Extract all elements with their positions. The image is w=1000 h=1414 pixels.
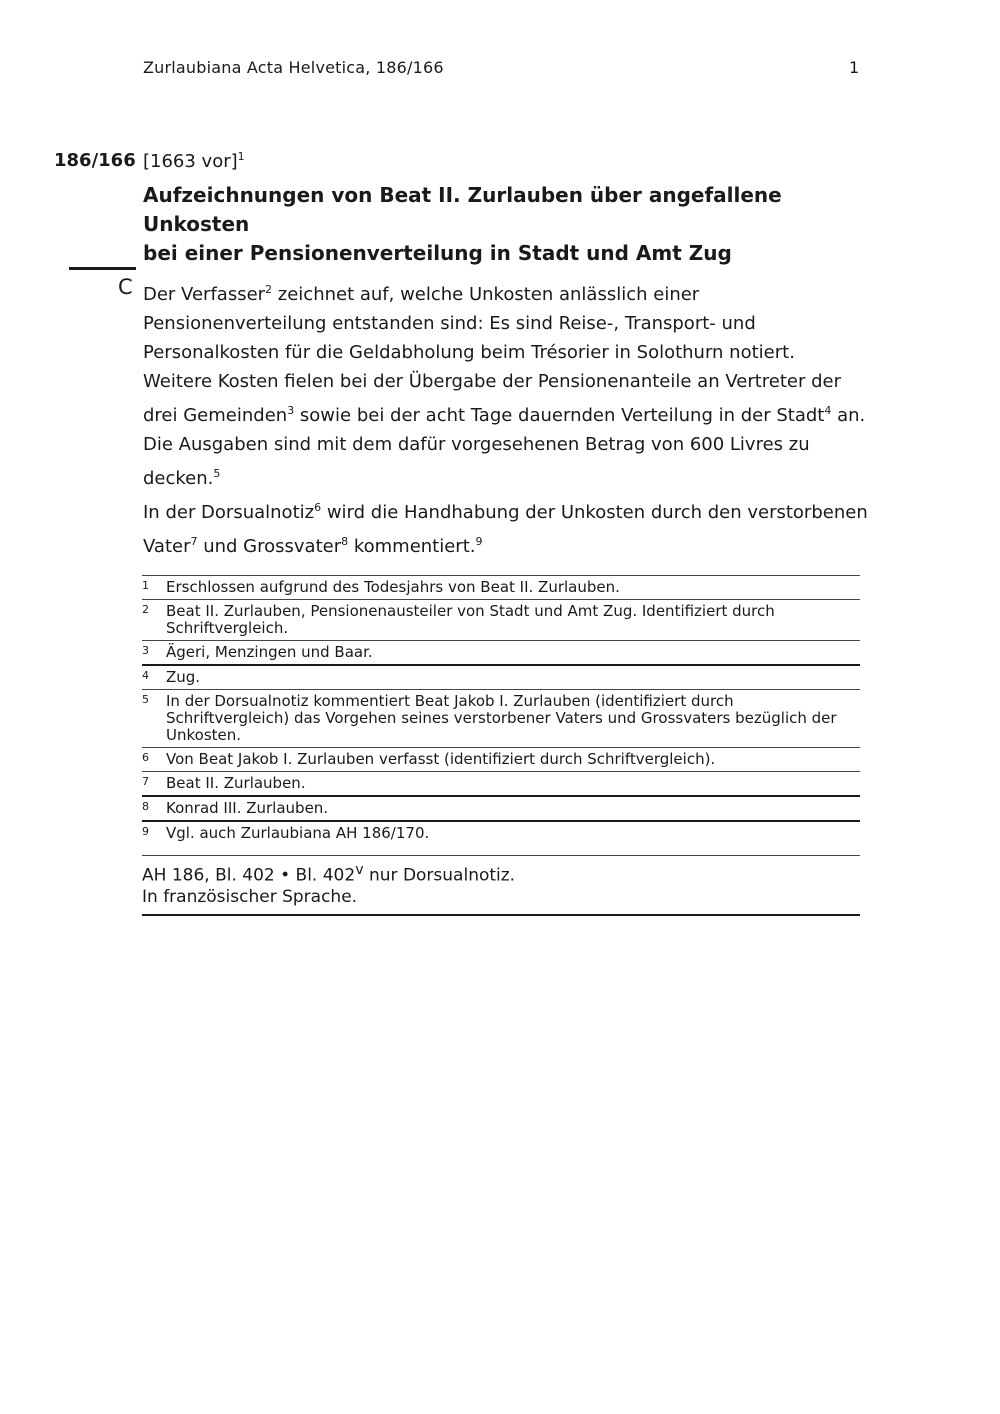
text-span: nur Dorsualnotiz.	[363, 865, 516, 886]
source-note	[142, 855, 860, 916]
text-span: an. Die Ausgaben sind mit dem dafür vorgesehenen Betrag von 600 Livres zu decken.	[143, 405, 866, 489]
footnote-ref-6[interactable]: 6	[314, 501, 322, 514]
footnote-number: 6	[142, 751, 149, 764]
running-title: Zurlaubiana Acta Helvetica, 186/166	[143, 58, 444, 77]
text-span: wird die Handhabung der Unkosten durch den verstorbenen Vater	[143, 502, 868, 557]
footnote-ref-8[interactable]: 8	[341, 535, 349, 548]
footnote-7	[142, 771, 860, 795]
footnote-text: Ägeri, Menzingen und Baar.	[166, 643, 373, 661]
footnote-ref-7[interactable]: 7	[190, 535, 198, 548]
margin-letter: C	[118, 275, 133, 299]
margin-rule	[69, 267, 136, 270]
footnote-ref-5[interactable]: 5	[213, 467, 221, 480]
text-span: AH 186, Bl. 402 • Bl. 402	[142, 865, 356, 886]
document-title	[143, 181, 873, 268]
footnote-number: 5	[142, 693, 149, 706]
footnote-number: 8	[142, 800, 149, 813]
text-span: zeichnet auf, welche Unkosten anlässlich einer Pensionenverteilung entstanden sind: Es sind Reise-, Transport- und Personalkosten für die Geldabholung beim Trésorier in Solothurn notiert. Weitere Kosten fielen bei der Übergabe der Pensionenanteile an Vertreter der drei Gemeinden	[143, 284, 842, 426]
document-date	[143, 150, 245, 172]
footnote-5	[142, 689, 860, 747]
footnote-text: Vgl. auch Zurlaubiana AH 186/170.	[166, 824, 430, 842]
text-span: und Grossvater	[197, 536, 342, 557]
text-span: sowie bei der acht Tage dauernden Verteilung in der Stadt	[294, 405, 825, 426]
footnote-text: Von Beat Jakob I. Zurlauben verfasst (identifiziert durch Schriftvergleich).	[166, 750, 716, 768]
footnote-text: Erschlossen aufgrund des Todesjahrs von Beat II. Zurlauben.	[166, 578, 620, 596]
footnote-text: Konrad III. Zurlauben.	[166, 799, 329, 817]
document-number: 186/166	[54, 150, 136, 171]
summary-text	[143, 275, 868, 561]
source-line-2: In französischer Sprache.	[142, 886, 358, 907]
footnote-number: 1	[142, 579, 149, 592]
footnote-text: Beat II. Zurlauben, Pensionenausteiler von Stadt und Amt Zug. Identifiziert durch Schriftvergleich.	[166, 602, 775, 637]
footnote-number: 2	[142, 603, 149, 616]
footnote-text: In der Dorsualnotiz kommentiert Beat Jakob I. Zurlauben (identifiziert durch Schriftvergleich) das Vorgehen seines verstorbener Vaters und Grossvaters bezüglich der Unkosten.	[166, 692, 837, 744]
footnote-3	[142, 640, 860, 664]
summary-paragraph-1	[143, 275, 868, 493]
verso-mark: v	[355, 862, 364, 878]
summary-paragraph-2	[143, 493, 868, 561]
source-line-1	[142, 860, 860, 887]
text-span: In der Dorsualnotiz	[143, 502, 315, 523]
date-text: [1663 vor]	[143, 151, 238, 172]
title-line-2: bei einer Pensionenverteilung in Stadt und Amt Zug	[143, 241, 732, 265]
footnote-number: 4	[142, 669, 149, 682]
footnote-ref-4[interactable]: 4	[824, 404, 832, 417]
footnote-number: 3	[142, 644, 149, 657]
footnote-1	[142, 575, 860, 599]
footnote-text: Beat II. Zurlauben.	[166, 774, 306, 792]
footnote-6	[142, 747, 860, 771]
footnote-number: 7	[142, 775, 149, 788]
footnote-2	[142, 599, 860, 640]
footnote-text: Zug.	[166, 668, 201, 686]
text-span: kommentiert.	[348, 536, 476, 557]
footnote-ref-2[interactable]: 2	[265, 283, 273, 296]
footnote-number: 9	[142, 825, 149, 838]
title-line-1: Aufzeichnungen von Beat II. Zurlauben über angefallene Unkosten	[143, 183, 782, 236]
footnotes	[142, 575, 860, 845]
footnote-ref-1[interactable]: 1	[237, 150, 245, 163]
page-number: 1	[849, 58, 860, 77]
footnote-ref-9[interactable]: 9	[475, 535, 483, 548]
footnote-8	[142, 795, 860, 820]
footnote-ref-3[interactable]: 3	[287, 404, 295, 417]
text-span: Der Verfasser	[143, 284, 266, 305]
footnote-4	[142, 664, 860, 689]
footnote-9	[142, 820, 860, 845]
